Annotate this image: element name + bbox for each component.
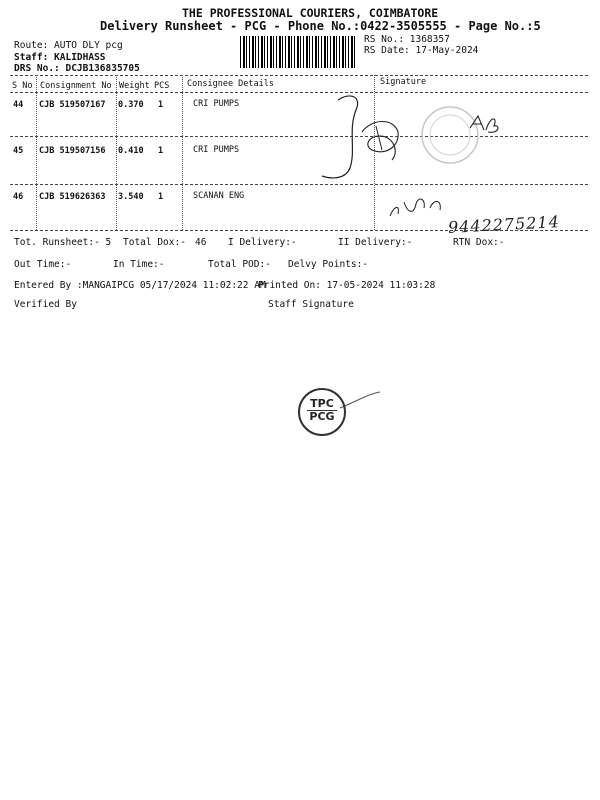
rtn-dox: RTN Dox:- <box>453 237 505 248</box>
row-consignee: SCANAN ENG <box>193 191 245 201</box>
row-pcs: 1 <box>158 192 164 202</box>
row-pcs: 1 <box>158 100 164 110</box>
drs-number: DRS No.: DCJB136835705 <box>14 63 140 74</box>
col-header-consignee: Consignee Details <box>187 79 274 89</box>
runsheet-title: Delivery Runsheet - PCG - Phone No.:0422-3505555 - Page No.:5 <box>100 19 541 33</box>
delivery-points: Delvy Points:- <box>288 259 369 270</box>
i-delivery: I Delivery:- <box>228 237 297 248</box>
stamp-line-1: TPC <box>310 397 334 410</box>
total-dox-value: 46 <box>195 237 207 248</box>
total-runsheet: Tot. Runsheet:- 5 <box>14 237 112 248</box>
row-pcs: 1 <box>158 146 164 156</box>
row-consignment: CJB 519626363 <box>39 192 106 202</box>
row-weight: 3.540 <box>118 192 144 202</box>
handwritten-phone: 9442275214 <box>447 212 561 237</box>
in-time: In Time:- <box>113 259 165 270</box>
out-time: Out Time:- <box>14 259 72 270</box>
col-header-sno: S No <box>12 81 33 91</box>
verified-by: Verified By <box>14 299 77 310</box>
total-dox-label: Total Dox:- <box>123 237 186 248</box>
company-title: THE PROFESSIONAL COURIERS, COIMBATORE <box>182 6 439 20</box>
rs-number: RS No.: 1368357 <box>364 34 450 45</box>
staff-label: Staff: KALIDHASS <box>14 52 106 63</box>
row-sno: 45 <box>13 146 24 156</box>
company-stamp <box>298 388 346 436</box>
row-weight: 0.370 <box>118 100 144 110</box>
total-pod: Total POD:- <box>208 259 271 270</box>
col-header-weight: Weight <box>119 81 150 91</box>
row-consignee: CRI PUMPS <box>193 99 240 109</box>
row-consignment: CJB 519507156 <box>39 146 106 156</box>
col-header-pcs: PCS <box>154 81 170 91</box>
rs-date: RS Date: 17-May-2024 <box>364 45 479 56</box>
row-sno: 44 <box>13 100 24 110</box>
staff-signature: Staff Signature <box>268 299 354 310</box>
route-label: Route: AUTO DLY pcg <box>14 40 123 51</box>
entered-by: Entered By :MANGAIPCG 05/17/2024 11:02:22 AM <box>14 280 266 291</box>
printed-on: Printed On: 17-05-2024 11:03:28 <box>258 280 436 291</box>
stamp-line-2: PCG <box>307 410 337 423</box>
row-weight: 0.410 <box>118 146 144 156</box>
col-header-consignment: Consignment No <box>40 81 112 91</box>
row-consignee: CRI PUMPS <box>193 145 240 155</box>
col-header-signature: Signature <box>380 77 427 87</box>
ii-delivery: II Delivery:- <box>338 237 413 248</box>
row-sno: 46 <box>13 192 24 202</box>
row-consignment: CJB 519507167 <box>39 100 106 110</box>
